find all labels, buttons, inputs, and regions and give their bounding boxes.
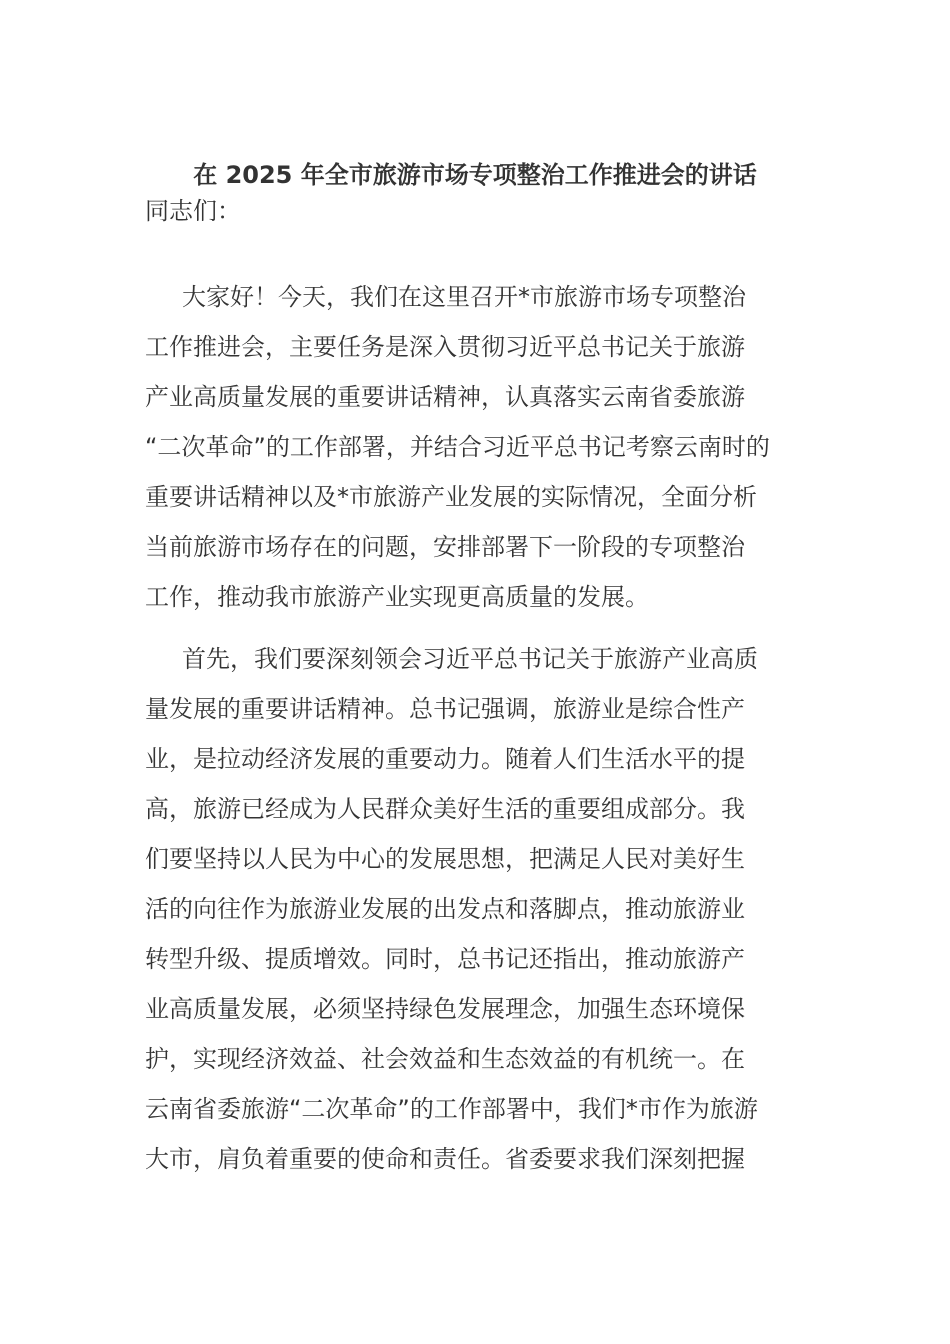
paragraph-line: 业，是拉动经济发展的重要动力。随着人们生活水平的提	[145, 745, 745, 773]
paragraph-line: 大家好！今天，我们在这里召开*市旅游市场专项整治	[182, 283, 746, 311]
paragraph-first-point	[145, 634, 805, 1184]
paragraph-line: 量发展的重要讲话精神。总书记强调，旅游业是综合性产	[145, 695, 745, 723]
paragraph-opening	[145, 272, 805, 622]
paragraph-line: 当前旅游市场存在的问题，安排部署下一阶段的专项整治	[145, 533, 745, 561]
paragraph-line: 云南省委旅游“二次革命”的工作部署中，我们*市作为旅游	[145, 1095, 758, 1123]
paragraph-line: 工作，推动我市旅游产业实现更高质量的发展。	[145, 583, 649, 611]
paragraph-line: 工作推进会，主要任务是深入贯彻习近平总书记关于旅游	[145, 333, 745, 361]
paragraph-line: 活的向往作为旅游业发展的出发点和落脚点，推动旅游业	[145, 895, 745, 923]
paragraph-line: 大市，肩负着重要的使命和责任。省委要求我们深刻把握	[145, 1145, 745, 1173]
paragraph-line: 重要讲话精神以及*市旅游产业发展的实际情况，全面分析	[145, 483, 757, 511]
salutation: 同志们：	[145, 197, 241, 225]
document-title: 在 2025 年全市旅游市场专项整治工作推进会的讲话	[193, 161, 757, 189]
paragraph-line: 产业高质量发展的重要讲话精神，认真落实云南省委旅游	[145, 383, 745, 411]
paragraph-line: 转型升级、提质增效。同时，总书记还指出，推动旅游产	[145, 945, 745, 973]
paragraph-line: 高，旅游已经成为人民群众美好生活的重要组成部分。我	[145, 795, 745, 823]
paragraph-line: “二次革命”的工作部署，并结合习近平总书记考察云南时的	[145, 433, 770, 461]
paragraph-line: 首先，我们要深刻领会习近平总书记关于旅游产业高质	[182, 645, 758, 673]
paragraph-line: 们要坚持以人民为中心的发展思想，把满足人民对美好生	[145, 845, 745, 873]
paragraph-line: 护，实现经济效益、社会效益和生态效益的有机统一。在	[145, 1045, 745, 1073]
paragraph-line: 业高质量发展，必须坚持绿色发展理念，加强生态环境保	[145, 995, 745, 1023]
